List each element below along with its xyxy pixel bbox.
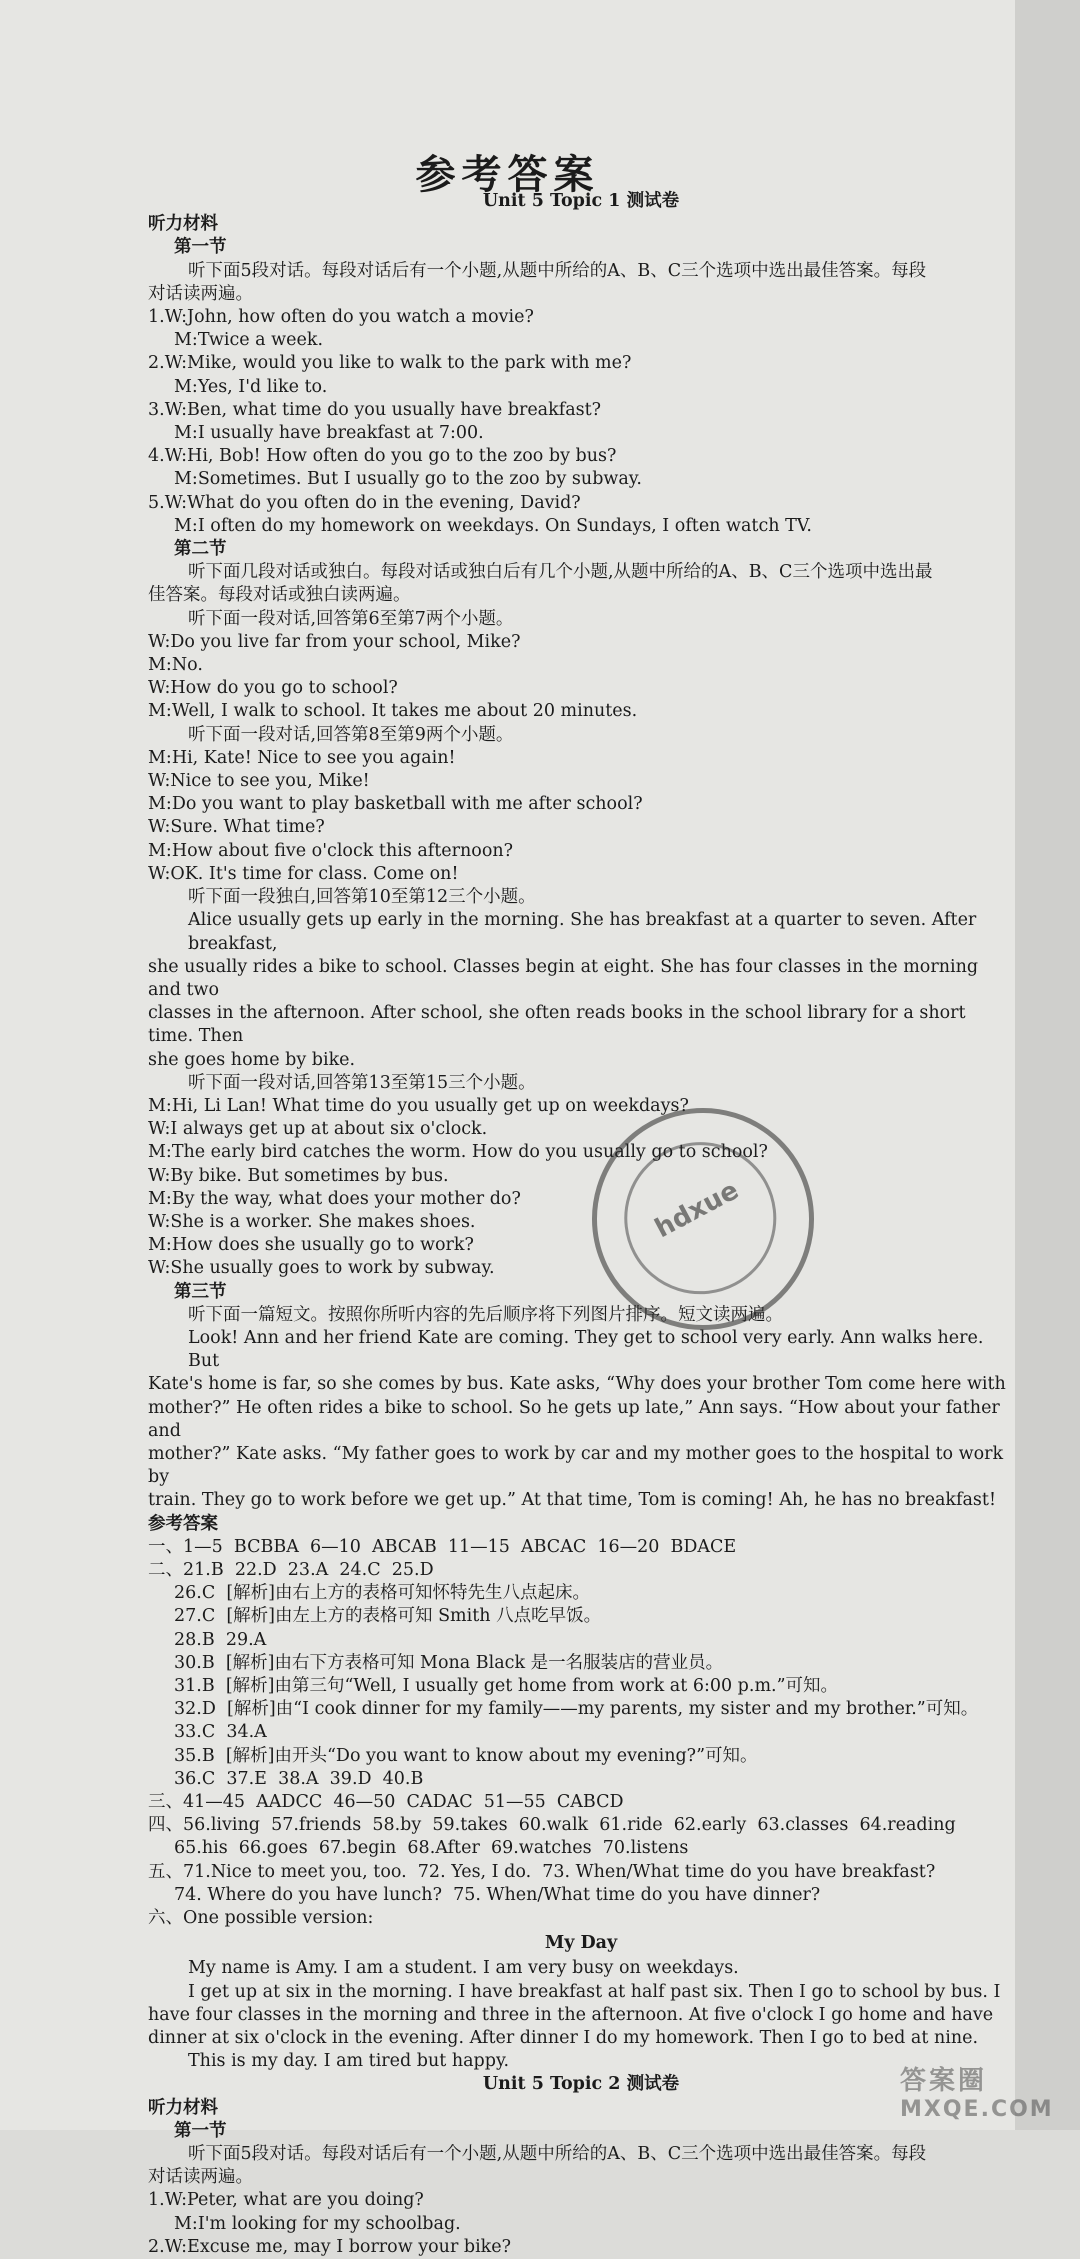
- dialogue-line: 2.W:Excuse me, may I borrow your bike?: [148, 2236, 512, 2257]
- dialogue-line: W:OK. It's time for class. Come on!: [148, 863, 459, 884]
- dialogue-line: 4.W:Hi, Bob! How often do you go to the zoo by bus?: [148, 446, 617, 467]
- dialogue-line: M:How about five o'clock this afternoon?: [148, 840, 514, 861]
- dialogue-line: M:I usually have breakfast at 7:00.: [174, 423, 484, 444]
- dialogue-line: M:Well, I walk to school. It takes me about 20 minutes.: [148, 701, 638, 722]
- passage-line: mother?” He often rides a bike to school. So he gets up late,” Ann says. “How about your father and: [148, 1397, 1006, 1441]
- dialogue-line: M:No.: [148, 655, 203, 676]
- answer-line: 74. Where do you have lunch? 75. When/What time do you have dinner?: [174, 1884, 821, 1905]
- instruction-text: 对话读两遍。: [148, 2167, 253, 2188]
- dialogue-line: M:Hi, Kate! Nice to see you again!: [148, 747, 456, 768]
- answer-line: 31.B [解析]由第三句“Well, I usually get home from work at 6:00 p.m.”可知。: [174, 1676, 839, 1696]
- instruction-text: 佳答案。每段对话或独白读两遍。: [148, 585, 411, 606]
- dialogue-line: 1.W:Peter, what are you doing?: [148, 2190, 424, 2211]
- listening-label: 听力材料: [148, 214, 218, 235]
- instruction-text: 听下面5段对话。每段对话后有一个小题,从题中所给的A、B、C三个选项中选出最佳答案。每段: [188, 2144, 927, 2165]
- answer-line: 27.C [解析]由左上方的表格可知 Smith 八点吃早饭。: [174, 1606, 602, 1627]
- dialogue-line: W:Sure. What time?: [148, 817, 325, 838]
- dialogue-line: W:By bike. But sometimes by bus.: [148, 1165, 449, 1186]
- dialogue-line: M:I'm looking for my schoolbag.: [174, 2213, 461, 2234]
- dialogue-line: M:Hi, Li Lan! What time do you usually get up on weekdays?: [148, 1095, 689, 1116]
- answer-line: 四、56.living 57.friends 58.by 59.takes 60.walk 61.ride 62.early 63.classes 64.reading: [148, 1815, 956, 1836]
- answer-line: 65.his 66.goes 67.begin 68.After 69.watches 70.listens: [174, 1838, 689, 1859]
- answer-line: 30.B [解析]由右下方表格可知 Mona Black 是一名服装店的营业员。: [174, 1652, 724, 1673]
- answer-line: 28.B 29.A: [174, 1629, 267, 1650]
- answer-line: 33.C 34.A: [174, 1722, 267, 1743]
- instruction-text: 对话读两遍。: [148, 283, 253, 304]
- dialogue-line: W:Do you live far from your school, Mike?: [148, 631, 521, 652]
- watermark-domain: MXQE.COM: [900, 2097, 1054, 2122]
- part-label: 第一节: [174, 2120, 227, 2141]
- essay-line: have four classes in the morning and three in the afternoon. At five o'clock I go home and have: [148, 2004, 994, 2025]
- dialogue-line: W:How do you go to school?: [148, 678, 398, 699]
- section-heading: Unit 5 Topic 1 测试卷: [482, 191, 680, 211]
- dialogue-line: M:I often do my homework on weekdays. On Sundays, I often watch TV.: [174, 515, 812, 536]
- dialogue-line: 2.W:Mike, would you like to walk to the park with me?: [148, 353, 632, 374]
- passage-line: train. They go to work before we get up.” At that time, Tom is coming! Ah, he has no breakfast!: [148, 1490, 996, 1511]
- dialogue-line: M:Twice a week.: [174, 330, 324, 351]
- watermark-logo-text: 答案圈: [900, 2066, 988, 2096]
- section-heading: Unit 5 Topic 2 测试卷: [482, 2074, 680, 2095]
- part-label: 第一节: [174, 237, 227, 258]
- dialogue-line: W:She usually goes to work by subway.: [148, 1258, 495, 1279]
- dialogue-line: 3.W:Ben, what time do you usually have breakfast?: [148, 399, 602, 420]
- essay-line: My name is Amy. I am a student. I am very busy on weekdays.: [188, 1958, 739, 1979]
- instruction-text: 听下面一段独白,回答第10至第12三个小题。: [188, 887, 536, 908]
- essay-line: dinner at six o'clock in the evening. After dinner I do my homework. Then I go to bed at nine.: [148, 2028, 979, 2049]
- part-label: 第三节: [174, 1281, 227, 1302]
- dialogue-line: M:How does she usually go to work?: [148, 1235, 474, 1256]
- answer-line: 36.C 37.E 38.A 39.D 40.B: [174, 1768, 424, 1789]
- instruction-text: 听下面5段对话。每段对话后有一个小题,从题中所给的A、B、C三个选项中选出最佳答案。每段: [188, 260, 927, 281]
- dialogue-line: M:The early bird catches the worm. How do you usually go to school?: [148, 1142, 768, 1163]
- dialogue-line: M:Yes, I'd like to.: [174, 376, 328, 397]
- part-label: 第二节: [174, 539, 227, 560]
- instruction-text: 听下面几段对话或独白。每段对话或独白后有几个小题,从题中所给的A、B、C三个选项中选出最: [188, 562, 933, 583]
- answer-line: 三、41—45 AADCC 46—50 CADAC 51—55 CABCD: [148, 1792, 624, 1813]
- listening-label: 听力材料: [148, 2097, 218, 2118]
- answer-line: 26.C [解析]由右上方的表格可知怀特先生八点起床。: [174, 1583, 590, 1604]
- dialogue-line: W:Nice to see you, Mike!: [148, 771, 370, 792]
- instruction-text: 听下面一段对话,回答第13至第15三个小题。: [188, 1072, 536, 1093]
- dialogue-line: W:I always get up at about six o'clock.: [148, 1119, 488, 1140]
- dialogue-line: M:Do you want to play basketball with me after school?: [148, 794, 643, 815]
- dialogue-line: M:Sometimes. But I usually go to the zoo by subway.: [174, 469, 642, 490]
- answer-line: 六、One possible version:: [148, 1908, 374, 1929]
- essay-line: I get up at six in the morning. I have breakfast at half past six. Then I go to school by bus. I: [188, 1981, 1001, 2002]
- passage-line: Look! Ann and her friend Kate are coming. They get to school very early. Ann walks here. But: [188, 1327, 989, 1372]
- answer-line: 32.D [解析]由“I cook dinner for my family——my parents, my sister and my brother.”可知。: [174, 1699, 979, 1720]
- monologue-line: she usually rides a bike to school. Classes begin at eight. She has four classes in the morning and two: [148, 956, 984, 1000]
- answer-line: 二、21.B 22.D 23.A 24.C 25.D: [148, 1559, 434, 1580]
- site-watermark: [900, 2060, 1075, 2125]
- essay-line: This is my day. I am tired but happy.: [188, 2051, 510, 2072]
- page-title: 参考答案: [415, 151, 600, 198]
- dialogue-line: 1.W:John, how often do you watch a movie?: [148, 307, 534, 328]
- answer-content: [148, 150, 1014, 2259]
- dialogue-line: 5.W:What do you often do in the evening, David?: [148, 492, 581, 513]
- answer-line: 一、1—5 BCBBA 6—10 ABCAB 11—15 ABCAC 16—20 BDACE: [148, 1536, 737, 1557]
- essay-title: My Day: [544, 1933, 618, 1954]
- instruction-text: 听下面一篇短文。按照你所听内容的先后顺序将下列图片排序。短文读两遍。: [188, 1304, 783, 1325]
- page-edge: [1015, 0, 1080, 2130]
- stamp-mark: hdxue: [650, 1175, 744, 1245]
- monologue-line: classes in the afternoon. After school, she often reads books in the school library for a short time. Then: [148, 1003, 972, 1047]
- dialogue-line: W:She is a worker. She makes shoes.: [148, 1211, 476, 1232]
- passage-line: Kate's home is far, so she comes by bus. Kate asks, “Why does your brother Tom come here with: [148, 1374, 1006, 1395]
- instruction-text: 听下面一段对话,回答第6至第7两个小题。: [188, 608, 514, 629]
- instruction-text: 听下面一段对话,回答第8至第9两个小题。: [188, 724, 514, 745]
- passage-line: mother?” Kate asks. “My father goes to work by car and my mother goes to the hospital to work by: [148, 1443, 1009, 1488]
- answer-line: 35.B [解析]由开头“Do you want to know about my evening?”可知。: [174, 1745, 758, 1766]
- answers-label: 参考答案: [148, 1513, 218, 1534]
- monologue-line: Alice usually gets up early in the morning. She has breakfast at a quarter to seven. After breakfast,: [188, 910, 982, 954]
- answer-line: 五、71.Nice to meet you, too. 72. Yes, I do. 73. When/What time do you have breakfast?: [148, 1861, 936, 1882]
- dialogue-line: M:By the way, what does your mother do?: [148, 1188, 521, 1209]
- monologue-line: she goes home by bike.: [148, 1049, 356, 1070]
